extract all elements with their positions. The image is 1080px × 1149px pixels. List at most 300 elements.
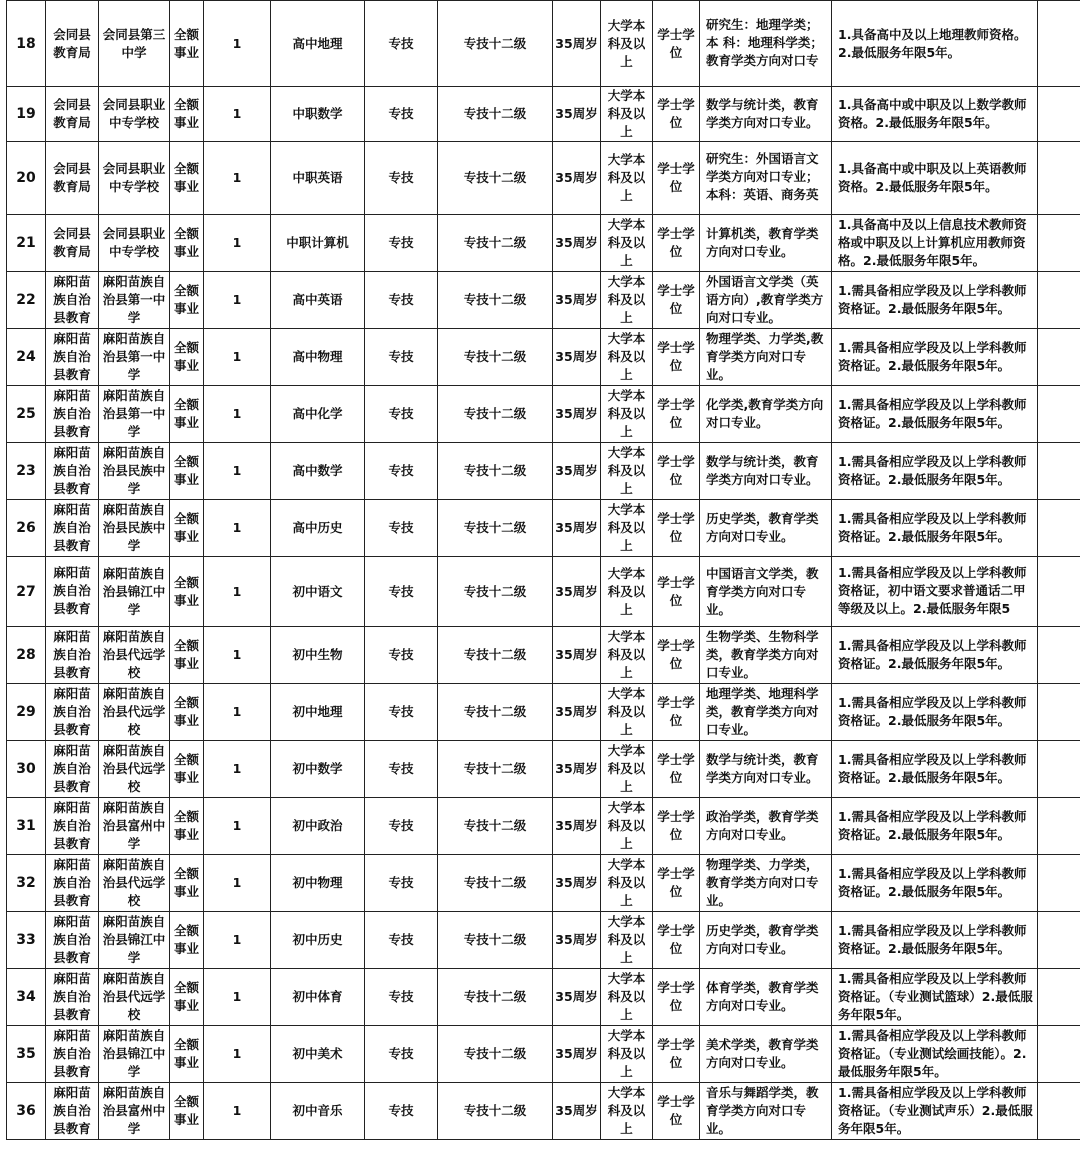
requirement-text: 1.具备高中及以上地理教师资格。2.最低服务年限5年。 — [838, 26, 1027, 60]
education-text: 大学本科及以上 — [607, 388, 646, 439]
table-row — [7, 627, 1080, 684]
cell-count: 1 — [204, 1083, 271, 1140]
cell-category: 专技 — [365, 386, 438, 443]
cell-level: 专技十二级 — [438, 557, 553, 627]
cell-type: 全额事业 — [170, 1026, 204, 1083]
cell-degree: 学士学位 — [653, 329, 700, 386]
requirement-text: 1.需具备相应学段及以上学科教师资格证。2.最低服务年限5年。 — [838, 752, 1027, 785]
cell-remark — [1038, 627, 1080, 684]
cell-requirement — [832, 855, 1038, 912]
cell-unit — [99, 386, 170, 443]
requirement-text: 1.具备高中或中职及以上数学教师资格。2.最低服务年限5年。 — [838, 97, 1027, 130]
cell-level: 专技十二级 — [438, 627, 553, 684]
education-text: 大学本科及以上 — [607, 502, 646, 553]
cell-dept — [46, 741, 99, 798]
cell-post: 高中英语 — [271, 272, 365, 329]
cell-major — [700, 1, 832, 87]
cell-age: 35周岁 — [553, 627, 601, 684]
cell-requirement — [832, 386, 1038, 443]
cell-no: 35 — [7, 1026, 46, 1083]
cell-level: 专技十二级 — [438, 386, 553, 443]
cell-category: 专技 — [365, 215, 438, 272]
cell-age: 35周岁 — [553, 1, 601, 87]
cell-age: 35周岁 — [553, 912, 601, 969]
dept-text: 麻阳苗族自治县教育 — [53, 914, 91, 965]
table-row — [7, 798, 1080, 855]
major-text: 化学类,教育学类方向对口专业。 — [706, 397, 824, 430]
cell-age: 35周岁 — [553, 272, 601, 329]
dept-text: 会同县教育局 — [53, 226, 91, 259]
dept-text: 麻阳苗族自治县教育 — [53, 686, 91, 737]
cell-requirement — [832, 272, 1038, 329]
cell-level: 专技十二级 — [438, 969, 553, 1026]
major-text: 体育学类，教育学类方向对口专业。 — [706, 980, 819, 1013]
dept-text: 麻阳苗族自治县教育 — [53, 1028, 91, 1079]
education-text: 大学本科及以上 — [607, 1085, 646, 1136]
table-row — [7, 500, 1080, 557]
cell-age: 35周岁 — [553, 684, 601, 741]
cell-category: 专技 — [365, 1083, 438, 1140]
cell-requirement — [832, 969, 1038, 1026]
dept-text: 麻阳苗族自治县教育 — [53, 388, 91, 439]
dept-text: 麻阳苗族自治县教育 — [53, 445, 91, 496]
table-row — [7, 87, 1080, 142]
education-text: 大学本科及以上 — [607, 629, 646, 680]
cell-age: 35周岁 — [553, 329, 601, 386]
cell-unit — [99, 969, 170, 1026]
major-text: 中国语言文学类，教育学类方向对口专业。 — [706, 565, 819, 617]
unit-text: 麻阳苗族自治县民族中学 — [102, 445, 166, 496]
cell-dept — [46, 627, 99, 684]
cell-unit — [99, 1, 170, 87]
cell-age: 35周岁 — [553, 969, 601, 1026]
cell-degree: 学士学位 — [653, 912, 700, 969]
cell-post: 初中地理 — [271, 684, 365, 741]
cell-remark — [1038, 329, 1080, 386]
cell-count: 1 — [204, 627, 271, 684]
cell-dept — [46, 557, 99, 627]
cell-type: 全额事业 — [170, 557, 204, 627]
unit-text: 麻阳苗族自治县富州中学 — [102, 800, 166, 851]
cell-age: 35周岁 — [553, 500, 601, 557]
cell-remark — [1038, 142, 1080, 215]
cell-category: 专技 — [365, 142, 438, 215]
cell-age: 35周岁 — [553, 855, 601, 912]
major-text: 数学与统计类，教育学类方向对口专业。 — [706, 752, 819, 785]
major-text: 地理学类、地理科学类，教育学类方向对口专业。 — [706, 686, 819, 737]
cell-degree: 学士学位 — [653, 1, 700, 87]
requirement-text: 1.需具备相应学段及以上学科教师资格证。（专业测试绘画技能）。2.最低服务年限5年。 — [838, 1028, 1027, 1079]
cell-type: 全额事业 — [170, 741, 204, 798]
education-text: 大学本科及以上 — [607, 17, 646, 69]
cell-dept — [46, 855, 99, 912]
cell-post: 初中音乐 — [271, 1083, 365, 1140]
cell-type: 全额事业 — [170, 798, 204, 855]
cell-no: 18 — [7, 1, 46, 87]
cell-degree: 学士学位 — [653, 627, 700, 684]
cell-remark — [1038, 684, 1080, 741]
education-text: 大学本科及以上 — [607, 152, 646, 203]
cell-type: 全额事业 — [170, 969, 204, 1026]
cell-dept — [46, 500, 99, 557]
cell-age: 35周岁 — [553, 1026, 601, 1083]
cell-count: 1 — [204, 855, 271, 912]
major-text: 美术学类，教育学类方向对口专业。 — [706, 1037, 819, 1070]
cell-level: 专技十二级 — [438, 215, 553, 272]
cell-level: 专技十二级 — [438, 500, 553, 557]
cell-major — [700, 1083, 832, 1140]
cell-requirement — [832, 557, 1038, 627]
cell-degree: 学士学位 — [653, 272, 700, 329]
cell-education — [601, 969, 653, 1026]
unit-text: 会同县职业中专学校 — [102, 161, 166, 194]
unit-text: 麻阳苗族自治县锦江中学 — [102, 565, 166, 617]
cell-no: 27 — [7, 557, 46, 627]
cell-education — [601, 798, 653, 855]
table-row — [7, 1, 1080, 87]
cell-major — [700, 142, 832, 215]
table-row — [7, 1026, 1080, 1083]
cell-requirement — [832, 684, 1038, 741]
cell-major — [700, 912, 832, 969]
cell-type: 全额事业 — [170, 329, 204, 386]
cell-count: 1 — [204, 272, 271, 329]
cell-remark — [1038, 798, 1080, 855]
major-text: 物理学类、力学类,教育学类方向对口专业。 — [706, 331, 824, 382]
cell-degree: 学士学位 — [653, 386, 700, 443]
cell-dept — [46, 272, 99, 329]
cell-remark — [1038, 1026, 1080, 1083]
education-text: 大学本科及以上 — [607, 857, 646, 908]
cell-major — [700, 272, 832, 329]
unit-text: 会同县职业中专学校 — [102, 226, 166, 259]
cell-degree: 学士学位 — [653, 1026, 700, 1083]
major-text: 政治学类，教育学类方向对口专业。 — [706, 809, 819, 842]
dept-text: 麻阳苗族自治县教育 — [53, 800, 91, 851]
requirement-text: 1.需具备相应学段及以上学科教师资格证。2.最低服务年限5年。 — [838, 397, 1027, 430]
cell-unit — [99, 500, 170, 557]
cell-level: 专技十二级 — [438, 855, 553, 912]
cell-post: 初中历史 — [271, 912, 365, 969]
dept-text: 麻阳苗族自治县教育 — [53, 331, 91, 382]
cell-no: 32 — [7, 855, 46, 912]
cell-major — [700, 855, 832, 912]
major-text: 数学与统计类，教育学类方向对口专业。 — [706, 97, 819, 130]
cell-category: 专技 — [365, 798, 438, 855]
cell-remark — [1038, 969, 1080, 1026]
cell-count: 1 — [204, 557, 271, 627]
cell-unit — [99, 1026, 170, 1083]
cell-no: 28 — [7, 627, 46, 684]
cell-category: 专技 — [365, 912, 438, 969]
cell-remark — [1038, 272, 1080, 329]
cell-unit — [99, 798, 170, 855]
cell-type: 全额事业 — [170, 855, 204, 912]
cell-major — [700, 87, 832, 142]
cell-remark — [1038, 557, 1080, 627]
requirement-text: 1.需具备相应学段及以上学科教师资格证。（专业测试声乐）2.最低服务年限5年。 — [838, 1085, 1033, 1136]
cell-type: 全额事业 — [170, 272, 204, 329]
cell-type: 全额事业 — [170, 1, 204, 87]
cell-post: 中职计算机 — [271, 215, 365, 272]
cell-count: 1 — [204, 142, 271, 215]
cell-remark — [1038, 443, 1080, 500]
cell-dept — [46, 87, 99, 142]
cell-dept — [46, 912, 99, 969]
cell-requirement — [832, 627, 1038, 684]
cell-remark — [1038, 855, 1080, 912]
cell-no: 30 — [7, 741, 46, 798]
education-text: 大学本科及以上 — [607, 331, 646, 382]
cell-no: 20 — [7, 142, 46, 215]
dept-text: 麻阳苗族自治县教育 — [53, 857, 91, 908]
cell-level: 专技十二级 — [438, 1083, 553, 1140]
requirement-text: 1.需具备相应学段及以上学科教师资格证。2.最低服务年限5年。 — [838, 638, 1027, 671]
major-text: 音乐与舞蹈学类，教育学类方向对口专业。 — [706, 1085, 819, 1136]
cell-unit — [99, 741, 170, 798]
education-text: 大学本科及以上 — [607, 914, 646, 965]
major-text: 研究生：地理学类；本 科：地理科学类；教育学类方向对口专 — [706, 16, 823, 68]
cell-level: 专技十二级 — [438, 1026, 553, 1083]
unit-text: 麻阳苗族自治县代远学校 — [102, 743, 166, 794]
cell-post: 初中政治 — [271, 798, 365, 855]
dept-text: 麻阳苗族自治县教育 — [53, 743, 91, 794]
cell-requirement — [832, 87, 1038, 142]
dept-text: 麻阳苗族自治县教育 — [53, 274, 91, 325]
cell-category: 专技 — [365, 684, 438, 741]
dept-text: 会同县教育局 — [53, 26, 91, 60]
unit-text: 麻阳苗族自治县锦江中学 — [102, 914, 166, 965]
requirement-text: 1.需具备相应学段及以上学科教师资格证。2.最低服务年限5年。 — [838, 511, 1027, 544]
cell-unit — [99, 142, 170, 215]
table-row — [7, 443, 1080, 500]
cell-education — [601, 741, 653, 798]
education-text: 大学本科及以上 — [607, 274, 646, 325]
cell-category: 专技 — [365, 1, 438, 87]
cell-major — [700, 500, 832, 557]
cell-education — [601, 1083, 653, 1140]
cell-count: 1 — [204, 798, 271, 855]
cell-unit — [99, 855, 170, 912]
cell-count: 1 — [204, 329, 271, 386]
cell-count: 1 — [204, 500, 271, 557]
major-text: 历史学类，教育学类方向对口专业。 — [706, 511, 819, 544]
table-row — [7, 1083, 1080, 1140]
cell-category: 专技 — [365, 557, 438, 627]
requirement-text: 1.需具备相应学段及以上学科教师资格证。（专业测试篮球）2.最低服务年限5年。 — [838, 971, 1033, 1022]
cell-requirement — [832, 1, 1038, 87]
cell-remark — [1038, 741, 1080, 798]
table-row — [7, 741, 1080, 798]
education-text: 大学本科及以上 — [607, 800, 646, 851]
cell-degree: 学士学位 — [653, 215, 700, 272]
cell-unit — [99, 557, 170, 627]
cell-level: 专技十二级 — [438, 87, 553, 142]
unit-text: 麻阳苗族自治县代远学校 — [102, 857, 166, 908]
cell-education — [601, 500, 653, 557]
cell-post: 初中生物 — [271, 627, 365, 684]
cell-type: 全额事业 — [170, 684, 204, 741]
education-text: 大学本科及以上 — [607, 686, 646, 737]
education-text: 大学本科及以上 — [607, 743, 646, 794]
major-text: 研究生：外国语言文学类方向对口专业；本科：英语、商务英 — [706, 151, 819, 202]
cell-no: 25 — [7, 386, 46, 443]
cell-no: 31 — [7, 798, 46, 855]
cell-count: 1 — [204, 1, 271, 87]
cell-education — [601, 386, 653, 443]
cell-category: 专技 — [365, 855, 438, 912]
cell-major — [700, 798, 832, 855]
major-text: 数学与统计类，教育学类方向对口专业。 — [706, 454, 819, 487]
unit-text: 会同县职业中专学校 — [102, 97, 166, 130]
cell-education — [601, 443, 653, 500]
cell-requirement — [832, 741, 1038, 798]
cell-major — [700, 443, 832, 500]
cell-count: 1 — [204, 684, 271, 741]
cell-major — [700, 215, 832, 272]
cell-no: 34 — [7, 969, 46, 1026]
cell-post: 初中体育 — [271, 969, 365, 1026]
cell-type: 全额事业 — [170, 500, 204, 557]
cell-degree: 学士学位 — [653, 142, 700, 215]
unit-text: 麻阳苗族自治县锦江中学 — [102, 1028, 166, 1079]
cell-dept — [46, 215, 99, 272]
cell-education — [601, 557, 653, 627]
cell-level: 专技十二级 — [438, 798, 553, 855]
cell-education — [601, 215, 653, 272]
cell-count: 1 — [204, 969, 271, 1026]
cell-requirement — [832, 1026, 1038, 1083]
cell-level: 专技十二级 — [438, 741, 553, 798]
cell-category: 专技 — [365, 969, 438, 1026]
cell-type: 全额事业 — [170, 443, 204, 500]
cell-requirement — [832, 798, 1038, 855]
cell-remark — [1038, 215, 1080, 272]
cell-no: 36 — [7, 1083, 46, 1140]
cell-degree: 学士学位 — [653, 87, 700, 142]
cell-degree: 学士学位 — [653, 500, 700, 557]
table-row — [7, 272, 1080, 329]
cell-degree: 学士学位 — [653, 557, 700, 627]
cell-post: 初中美术 — [271, 1026, 365, 1083]
cell-no: 19 — [7, 87, 46, 142]
cell-dept — [46, 684, 99, 741]
requirement-text: 1.需具备相应学段及以上学科教师资格证。2.最低服务年限5年。 — [838, 340, 1027, 373]
cell-level: 专技十二级 — [438, 912, 553, 969]
cell-post: 高中化学 — [271, 386, 365, 443]
cell-requirement — [832, 215, 1038, 272]
dept-text: 麻阳苗族自治县教育 — [53, 564, 91, 616]
cell-unit — [99, 87, 170, 142]
cell-age: 35周岁 — [553, 1083, 601, 1140]
cell-level: 专技十二级 — [438, 272, 553, 329]
cell-level: 专技十二级 — [438, 142, 553, 215]
unit-text: 麻阳苗族自治县代远学校 — [102, 686, 166, 737]
unit-text: 麻阳苗族自治县代远学校 — [102, 629, 166, 680]
cell-post: 初中物理 — [271, 855, 365, 912]
cell-age: 35周岁 — [553, 386, 601, 443]
cell-major — [700, 741, 832, 798]
cell-no: 22 — [7, 272, 46, 329]
unit-text: 麻阳苗族自治县第一中学 — [102, 388, 166, 439]
cell-category: 专技 — [365, 87, 438, 142]
education-text: 大学本科及以上 — [607, 445, 646, 496]
education-text: 大学本科及以上 — [607, 971, 646, 1022]
recruitment-table — [6, 0, 1080, 1140]
dept-text: 会同县教育局 — [53, 161, 91, 194]
cell-remark — [1038, 87, 1080, 142]
cell-major — [700, 1026, 832, 1083]
cell-age: 35周岁 — [553, 557, 601, 627]
cell-post: 中职数学 — [271, 87, 365, 142]
cell-category: 专技 — [365, 443, 438, 500]
cell-education — [601, 329, 653, 386]
cell-degree: 学士学位 — [653, 684, 700, 741]
cell-education — [601, 87, 653, 142]
cell-count: 1 — [204, 1026, 271, 1083]
cell-unit — [99, 215, 170, 272]
cell-requirement — [832, 142, 1038, 215]
major-text: 计算机类，教育学类方向对口专业。 — [706, 226, 819, 259]
cell-category: 专技 — [365, 272, 438, 329]
education-text: 大学本科及以上 — [607, 217, 646, 268]
cell-remark — [1038, 1083, 1080, 1140]
cell-unit — [99, 912, 170, 969]
cell-dept — [46, 386, 99, 443]
cell-post: 高中地理 — [271, 1, 365, 87]
requirement-text: 1.需具备相应学段及以上学科教师资格证。2.最低服务年限5年。 — [838, 695, 1027, 728]
cell-count: 1 — [204, 215, 271, 272]
requirement-text: 1.需具备相应学段及以上学科教师资格证。2.最低服务年限5年。 — [838, 454, 1027, 487]
major-text: 物理学类、力学类，教育学类方向对口专业。 — [706, 857, 819, 908]
cell-major — [700, 557, 832, 627]
cell-count: 1 — [204, 386, 271, 443]
unit-text: 麻阳苗族自治县第一中学 — [102, 331, 166, 382]
cell-age: 35周岁 — [553, 443, 601, 500]
cell-requirement — [832, 500, 1038, 557]
cell-type: 全额事业 — [170, 1083, 204, 1140]
cell-type: 全额事业 — [170, 912, 204, 969]
cell-degree: 学士学位 — [653, 1083, 700, 1140]
cell-level: 专技十二级 — [438, 1, 553, 87]
cell-degree: 学士学位 — [653, 741, 700, 798]
requirement-text: 1.需具备相应学段及以上学科教师资格证。2.最低服务年限5年。 — [838, 923, 1027, 956]
education-text: 大学本科及以上 — [607, 88, 646, 139]
cell-category: 专技 — [365, 1026, 438, 1083]
unit-text: 麻阳苗族自治县第一中学 — [102, 274, 166, 325]
table-row — [7, 912, 1080, 969]
cell-type: 全额事业 — [170, 215, 204, 272]
cell-requirement — [832, 329, 1038, 386]
cell-category: 专技 — [365, 500, 438, 557]
cell-dept — [46, 443, 99, 500]
major-text: 外国语言文学类（英语方向）,教育学类方向对口专业。 — [706, 274, 824, 325]
table-row — [7, 855, 1080, 912]
unit-text: 麻阳苗族自治县民族中学 — [102, 502, 166, 553]
cell-post: 高中历史 — [271, 500, 365, 557]
cell-degree: 学士学位 — [653, 855, 700, 912]
cell-unit — [99, 272, 170, 329]
cell-category: 专技 — [365, 627, 438, 684]
cell-requirement — [832, 912, 1038, 969]
cell-level: 专技十二级 — [438, 443, 553, 500]
cell-no: 21 — [7, 215, 46, 272]
requirement-text: 1.具备高中及以上信息技术教师资格或中职及以上计算机应用教师资格。2.最低服务年限5年。 — [838, 217, 1027, 268]
major-text: 生物学类、生物科学类，教育学类方向对口专业。 — [706, 629, 819, 680]
cell-degree: 学士学位 — [653, 798, 700, 855]
unit-text: 麻阳苗族自治县富州中学 — [102, 1085, 166, 1136]
requirement-text: 1.具备高中或中职及以上英语教师资格。2.最低服务年限5年。 — [838, 161, 1027, 194]
